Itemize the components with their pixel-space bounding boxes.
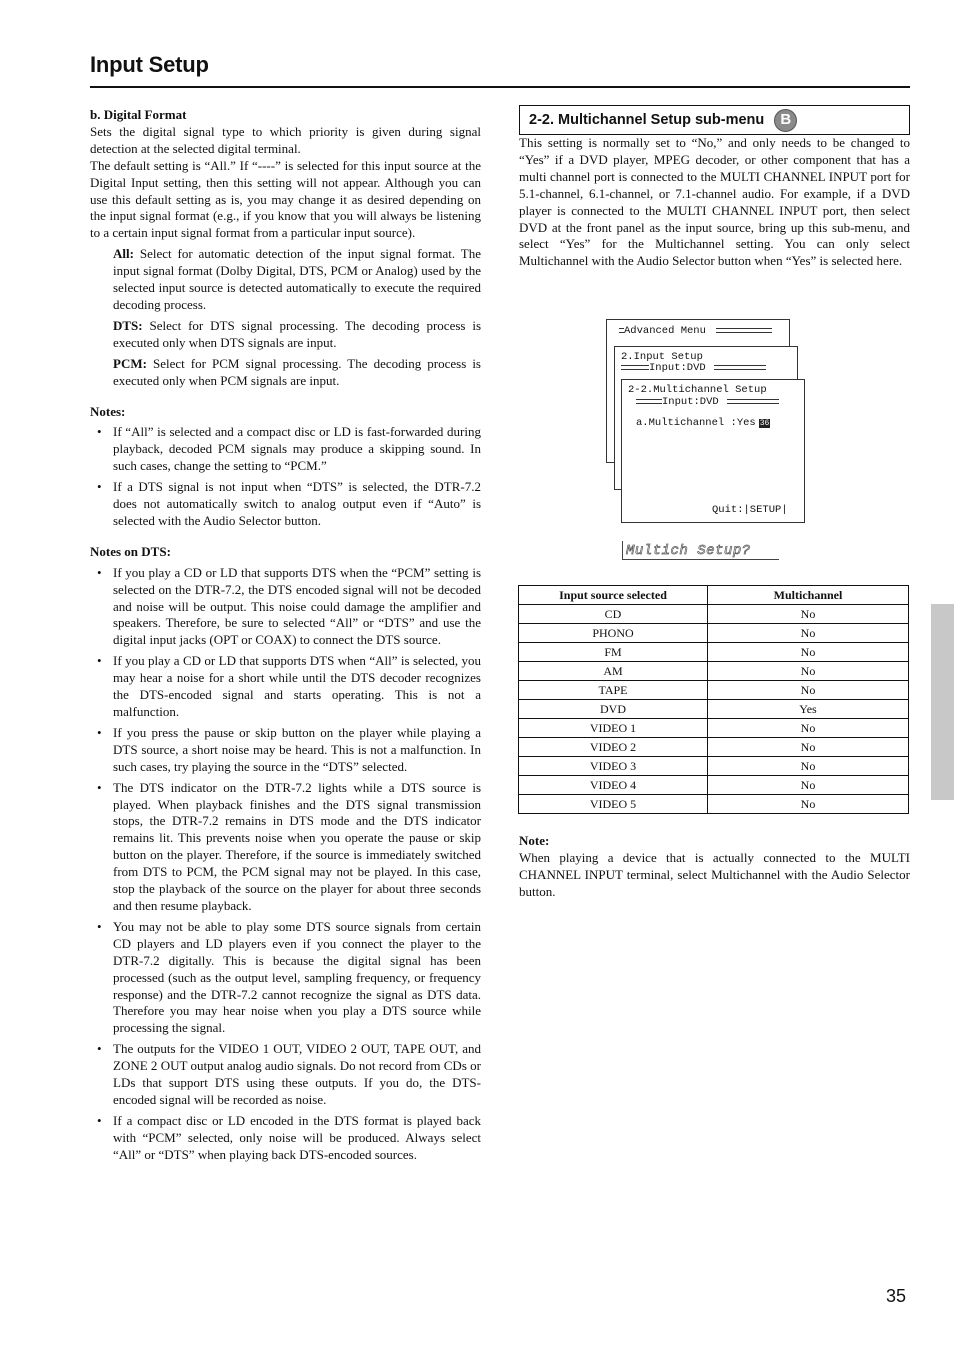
note-heading: Note: <box>519 833 550 848</box>
option-all <box>113 246 481 314</box>
format-options <box>113 246 481 389</box>
osd-menu-title: 2.Input Setup <box>621 351 703 363</box>
page-number: 35 <box>886 1286 907 1306</box>
page-title: Input Setup <box>90 52 209 77</box>
input-source-table <box>518 585 909 814</box>
digital-format-para2: The default setting is “All.” If “----” is selected for this input source at the Digital Input setting, then this setting will not appear. Although you can use this default setting as is, you may change it as desired depending on the input signal format (e.g., if you know that you will always be listening to a certain input signal format from a particular input source). <box>90 157 481 241</box>
list-item: • The DTS indicator on the DTR-7.2 lights while a DTS source is played. When playback finishes and the DTS signal transmission stops, the DTR-7.2 remains in DTS mode and the DTS indicator remains lit. This prevents noise when you operate the pause or skip button on the player. Therefore, if the source is immediately switched from DTS to PCM, the PCM signal may not be played. In this case, stop the playback of the source on the player for about three seconds and then resume playback. <box>97 779 481 913</box>
osd-multichannel-item: a.Multichannel :Yes <box>636 417 756 429</box>
notes-list <box>90 424 481 529</box>
intro-paragraph: This setting is normally set to “No,” and only needs to be changed to “Yes” if a DVD player, MPEG decoder, or other component that has a multi channel port is connected to the MULTI CHANNEL INPUT port for 5.1-channel, 6.1-channel, or 7.1-channel audio. For example, if a DVD player is connected to the MULTI CHANNEL INPUT port, then select DVD at the front panel as the input source, bring up this sub-menu, and select “Yes” for the Multichannel setting. You can only select Multichannel with the Audio Selector button when “Yes” is selected here. <box>519 135 910 269</box>
notes-dts-list <box>90 565 481 1164</box>
option-text: Select for automatic detection of the input signal format. The input signal format (Dolby Digital, DTS, PCM or Analog) used by the selected input source is detected automatically to execute the required decoding process. <box>113 246 481 312</box>
list-item: • You may not be able to play some DTS source signals from certain CD players and LD players even if you connect the player to the DTR-7.2 digitally. This is because the digital signal has been processed (such as the output level, sampling frequency, or frequency response) and the DTR-7.2 cannot recognize the signal as DTS data. Therefore you may hear noise when you play a DTS source while processing the signal. <box>97 918 481 1036</box>
osd-window-multichannel-setup <box>621 379 805 523</box>
option-dts <box>113 318 481 352</box>
table-header-row <box>519 586 909 605</box>
osd-quit-hint: Quit:|SETUP| <box>712 504 788 516</box>
option-text: Select for PCM signal processing. The decoding process is executed only when PCM signals are input. <box>113 355 481 388</box>
list-item: • If you press the pause or skip button on the player while playing a DTS source, a short noise may be heard. This is not a malfunction. In such cases, try playing the source in the “DTS” selected. <box>97 724 481 774</box>
list-item: • If you play a CD or LD that supports DTS when the “PCM” setting is selected on the DTR-7.2, the DTS encoded signal will not be decoded and noise will be output. This noise could damage the amplifier and speakers. Therefore, be sure to selected “All” or “DTS” and use the digital input jacks (OPT or COAX) to connect the DTS source. <box>97 564 481 648</box>
table-row: VIDEO 1 No <box>519 719 909 738</box>
table-row: VIDEO 5 No <box>519 795 909 814</box>
option-text: Select for DTS signal processing. The decoding process is executed only when DTS signals are input. <box>113 317 481 350</box>
table-row: AM No <box>519 662 909 681</box>
list-item: • If a DTS signal is not input when “DTS” is selected, the DTR-7.2 does not automatically switch to analog output even if “Auto” is selected with the Audio Selector button. <box>97 479 481 528</box>
list-item: • If a compact disc or LD encoded in the DTS format is played back with “PCM” selected, only noise will be produced. Always select “All” or “DTS” when playing back DTS-encoded sources. <box>97 1112 481 1162</box>
digital-format-heading: b. Digital Format <box>90 107 187 122</box>
osd-menu-title: Advanced Menu <box>624 325 706 337</box>
column-header: Multichannel <box>708 586 909 605</box>
table-row: TAPE No <box>519 681 909 700</box>
display-text: Multich Setup? <box>626 543 751 559</box>
list-item: • If you play a CD or LD that supports DTS when “All” is selected, you may hear a noise for a short while until the DTS decoder recognizes the DTS-encoded signal and starts operating. This is not a malfunction. <box>97 653 481 719</box>
table-row: VIDEO 2 No <box>519 738 909 757</box>
table-row: FM No <box>519 643 909 662</box>
list-item: • If “All” is selected and a compact disc or LD is fast-forwarded during playback, decoded PCM signals may produce a skipping sound. In such cases, change the setting to “PCM.” <box>97 424 481 474</box>
side-tab-marker <box>931 604 954 800</box>
table-row: PHONO No <box>519 624 909 643</box>
list-item: • The outputs for the VIDEO 1 OUT, VIDEO 2 OUT, TAPE OUT, and ZONE 2 OUT output analog audio signals. Do not record from CDs or LDs that support DTS using these outputs. If you do, the DTS-encoded signal will be recorded as noise. <box>97 1041 481 1107</box>
option-term: PCM: <box>113 355 147 371</box>
table-row: VIDEO 3 No <box>519 757 909 776</box>
section-header <box>519 105 910 135</box>
section-title: 2-2. Multichannel Setup sub-menu <box>529 111 765 128</box>
osd-cursor-icon: 36 <box>759 419 770 428</box>
option-term: All: <box>113 246 134 262</box>
option-term: DTS: <box>113 317 143 333</box>
table-row: CD No <box>519 605 909 624</box>
title-divider <box>90 86 910 88</box>
column-header: Input source selected <box>519 586 708 605</box>
osd-input-label: Input:DVD <box>649 362 706 374</box>
right-column <box>519 105 910 270</box>
notes-heading: Notes: <box>90 403 126 419</box>
option-pcm <box>113 356 481 390</box>
table-row: DVD Yes <box>519 700 909 719</box>
osd-menu-illustration <box>605 319 805 524</box>
note-text: When playing a device that is actually connected to the MULTI CHANNEL INPUT terminal, select Multichannel with the Audio Selector button. <box>519 849 910 899</box>
note-block <box>519 833 910 901</box>
table-row: VIDEO 4 No <box>519 776 909 795</box>
osd-menu-title: 2-2.Multichannel Setup <box>628 384 767 396</box>
b-badge-icon: B <box>774 109 797 132</box>
osd-input-label: Input:DVD <box>662 396 719 408</box>
notes-dts-heading: Notes on DTS: <box>90 543 171 559</box>
front-panel-display <box>622 541 779 560</box>
digital-format-para1: Sets the digital signal type to which priority is given during signal detection at the selected digital terminal. <box>90 123 481 156</box>
left-column <box>90 107 481 1168</box>
